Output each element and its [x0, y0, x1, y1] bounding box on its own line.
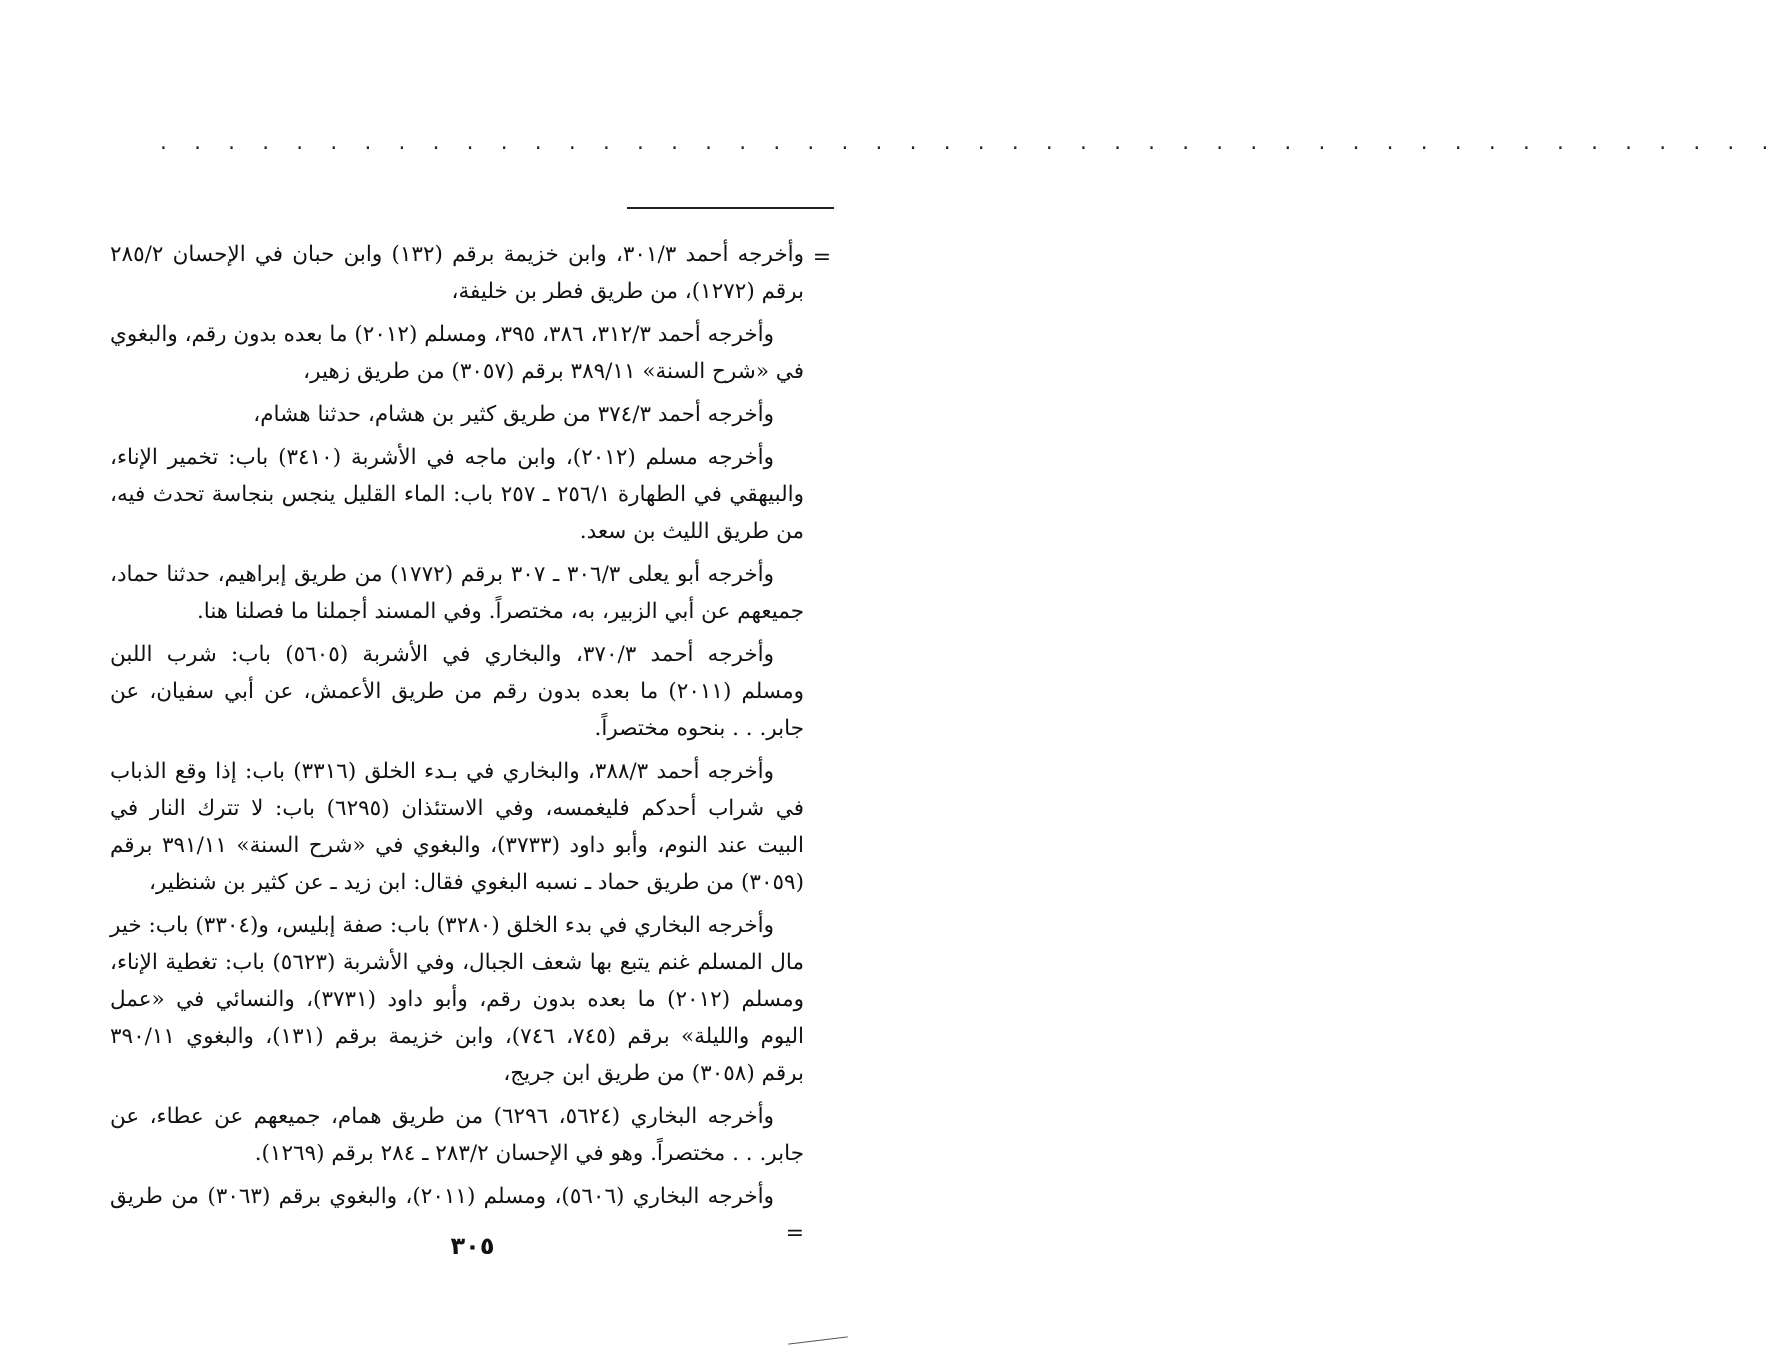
footnotes-block — [110, 236, 804, 1258]
footnote-paragraph: وأخرجه أحمد ٣١٢/٣، ٣٨٦، ٣٩٥، ومسلم (٢٠١٢) ما بعده بدون رقم، والبغوي في «شرح السنة» ٣٨٩/١١ برقم (٣٠٥٧) من طريق زهير، — [110, 322, 804, 384]
scan-mark — [788, 1336, 848, 1344]
footnote-rule — [627, 207, 834, 209]
separator-dots: . . . . . . . . . . . . . . . . . . . . . . . . . . . . . . . . . . . . . . . . . . . . . . . . — [158, 133, 1777, 154]
page-number: ٣٠٥ — [450, 1232, 495, 1260]
footnote-paragraph: وأخرجه أحمد ٣٠١/٣، وابن خزيمة برقم (١٣٢) وابن حبان في الإحسان ٢٨٥/٢ برقم (١٢٧٢)، من طريق فطر بن خليفة، — [110, 242, 804, 304]
continuation-end-mark: = — [785, 1221, 804, 1246]
footnote-paragraph: وأخرجه أحمد ٣٧٤/٣ من طريق كثير بن هشام، حدثنا هشام، — [253, 402, 774, 427]
footnote-paragraph: وأخرجه أحمد ٣٨٨/٣، والبخاري في بـدء الخلق (٣٣١٦) باب: إذا وقع الذباب في شراب أحدكم فليغمسه، وفي الاستئذان (٦٢٩٥) باب: لا تترك النار في البيت عند النوم، وأبو داود (٣٧٣٣)، والبغوي في «شرح السنة» ٣٩١/١١ برقم (٣٠٥٩) من طريق حماد ـ نسبه البغوي فقال: ابن زيد ـ عن كثير بن شنظير، — [110, 759, 804, 895]
footnote-paragraph: وأخرجه البخاري (٥٦٢٤، ٦٢٩٦) من طريق همام، جميعهم عن عطاء، عن جابر. . . مختصراً. وهو في الإحسان ٢٨٣/٢ ـ ٢٨٤ برقم (١٢٦٩). — [110, 1104, 804, 1166]
footnote-paragraph: وأخرجه أحمد ٣٧٠/٣، والبخاري في الأشربة (٥٦٠٥) باب: شرب اللبن ومسلم (٢٠١١) ما بعده بدون رقم من طريق الأعمش، عن أبي سفيان، عن جابر. . . بنحوه مختصراً. — [110, 642, 804, 741]
footnote-text: وأخرجه البخاري (٥٦٠٦)، ومسلم (٢٠١١)، والبغوي برقم (٣٠٦٣) من طريق — [110, 1184, 774, 1209]
continuation-mark: = — [812, 245, 832, 270]
footnote-paragraph: وأخرجه أبو يعلى ٣٠٦/٣ ـ ٣٠٧ برقم (١٧٧٢) من طريق إبراهيم، حدثنا حماد، جميعهم عن أبي الزبير، به، مختصراً. وفي المسند أجملنا ما فصلنا هنا. — [110, 562, 804, 624]
footnote-paragraph: وأخرجه مسلم (٢٠١٢)، وابن ماجه في الأشربة (٣٤١٠) باب: تخمير الإناء، والبيهقي في الطهارة ٢٥٦/١ ـ ٢٥٧ باب: الماء القليل ينجس بنجاسة تحدث فيه، من طريق الليث بن سعد. — [110, 445, 805, 544]
footnote-paragraph: وأخرجه البخاري في بدء الخلق (٣٢٨٠) باب: صفة إبليس، و(٣٣٠٤) باب: خير مال المسلم غنم يتبع بها شعف الجبال، وفي الأشربة (٥٦٢٣) باب: تغطية الإناء، ومسلم (٢٠١٢) ما بعده بدون رقم، وأبو داود (٣٧٣١)، والنسائي في «عمل اليوم والليلة» برقم (٧٤٥، ٧٤٦)، وابن خزيمة برقم (١٣١)، والبغوي ٣٩٠/١١ برقم (٣٠٥٨) من طريق ابن جريج، — [110, 913, 804, 1086]
